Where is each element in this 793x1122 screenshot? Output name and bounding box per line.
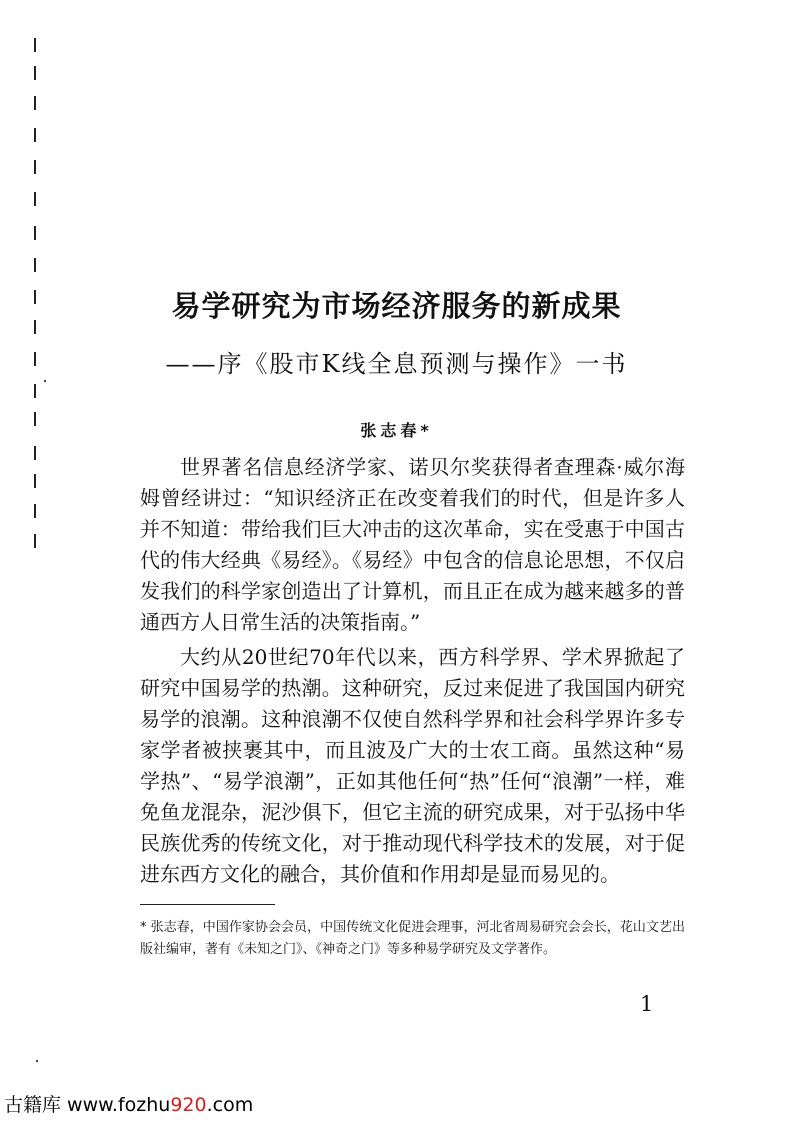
document-title: 易学研究为市场经济服务的新成果	[171, 289, 622, 323]
watermark-highlight: 920	[170, 1094, 207, 1116]
site-watermark	[4, 1090, 253, 1117]
watermark-suffix: .com	[206, 1094, 254, 1116]
footnote-divider	[140, 904, 275, 905]
author-name: 张志春*	[360, 421, 433, 440]
paragraph-1: 世界著名信息经济学家、诺贝尔奖获得者查理森·威尔海姆曾经讲过：“知识经济正在改变着我们的时代，但是许多人并不知道：带给我们巨大冲击的这次革命，实在受惠于中国古代的伟大经典《易经》。《易经》中包含的信息论思想，不仅启发我们的科学家创造出了计算机，而且正在成为越来越多的普通西方人日常生活的决策指南。”	[140, 455, 685, 634]
footnote: * 张志春，中国作家协会会员，中国传统文化促进会理事，河北省周易研究会会长，花山文艺出版社编审，著有《未知之门》、《神奇之门》等多种易学研究及文学著作。	[140, 920, 685, 957]
watermark-prefix: 古籍库 www.fozhu	[4, 1094, 171, 1116]
body-text	[140, 452, 685, 894]
document-subtitle: ——序《股市K线全息预测与操作》一书	[165, 350, 628, 378]
paragraph-2: 大约从20世纪70年代以来，西方科学界、学术界掀起了研究中国易学的热潮。这种研究，反过来促进了我国国内研究易学的浪潮。这种浪潮不仅使自然科学界和社会科学界许多专家学者被挟裹其中，而且波及广大的士农工商。虽然这种“易学热”、“易学浪潮”，正如其他任何“热”任何“浪潮”一样，难免鱼龙混杂，泥沙俱下，但它主流的研究成果，对于弘扬中华民族优秀的传统文化，对于推动现代科学技术的发展，对于促进东西方文化的融合，其价值和作用却是显而易见的。	[140, 645, 685, 886]
page-number: 1	[640, 992, 654, 1016]
